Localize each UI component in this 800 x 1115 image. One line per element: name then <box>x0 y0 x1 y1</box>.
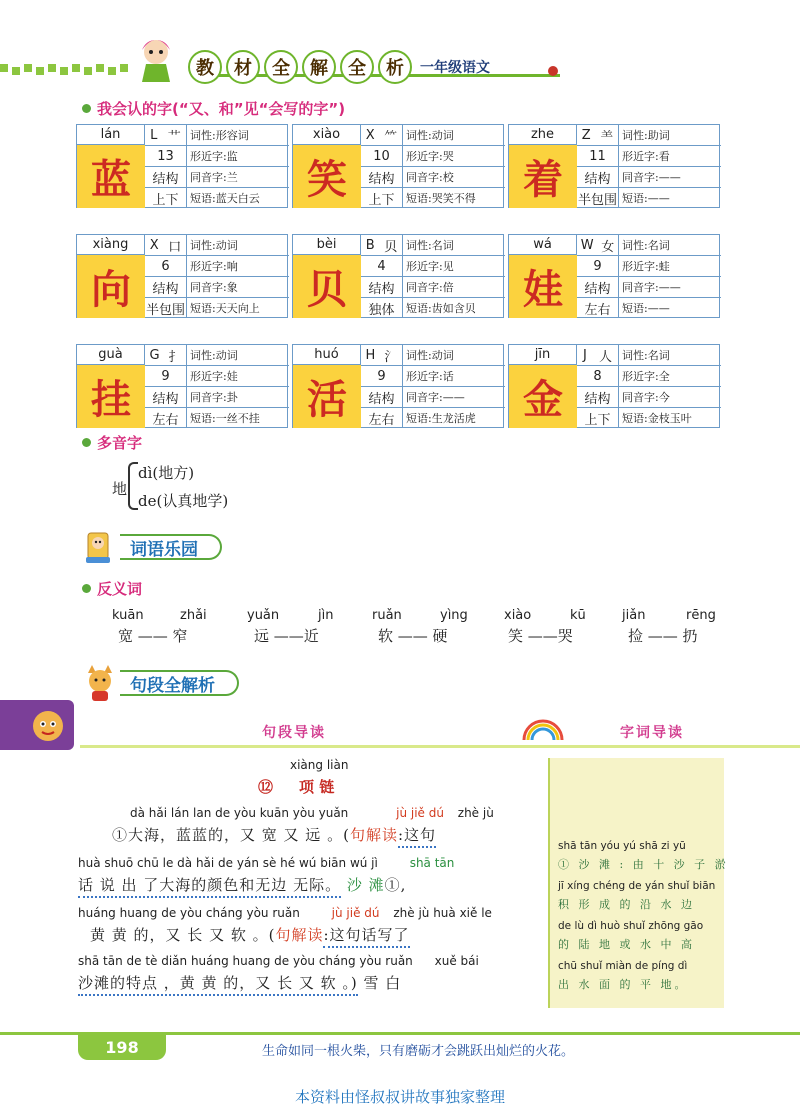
credit-line: 本资料由怪叔叔讲故事独家整理 <box>294 1088 505 1106</box>
card-letter: W <box>580 237 594 253</box>
card-structure-label: 结构 <box>361 277 403 297</box>
note-pinyin: shā tān yóu yú shā zi yū <box>558 840 686 852</box>
card-structure: 半包围 <box>577 188 619 208</box>
header-dot-icon <box>548 66 558 76</box>
card-pos: 词性:动词 <box>406 349 454 362</box>
card-radical: 氵 <box>384 349 398 365</box>
note-text: 的 陆 地 或 水 中 高 <box>558 938 695 951</box>
card-structure-label: 结构 <box>361 387 403 407</box>
section-poly-title <box>82 432 142 453</box>
card-pos: 词性:助词 <box>622 129 670 142</box>
note-text: ① 沙 滩 : 由 十 沙 子 淤 <box>558 858 729 871</box>
passage-pinyin-4 <box>78 954 479 968</box>
reading-header-rule <box>80 745 800 748</box>
text-segment: 黄 黄 的，又 长 又 软 。( <box>90 926 276 944</box>
card-letter: X <box>365 127 375 143</box>
card-letter: J <box>583 347 587 363</box>
antonym-pair: 软 —— 硬 <box>378 627 448 645</box>
card-character: 娃 <box>509 255 577 318</box>
antonym-pair: 远 ——近 <box>254 627 319 645</box>
card-structure-label: 结构 <box>145 277 187 297</box>
card-pos: 词性:形容词 <box>190 129 249 142</box>
antonym-pinyin-1: yuǎn <box>247 608 280 623</box>
antonym-pinyin-2: zhǎi <box>180 608 207 623</box>
pinyin-segment: huáng huang de yòu cháng yòu ruǎn <box>78 906 300 920</box>
passage-line-4 <box>78 972 401 993</box>
passage-line-3 <box>90 924 410 945</box>
card-pos: 词性:动词 <box>406 129 454 142</box>
reading-header-left: 句段导读 <box>262 725 326 741</box>
header-char: 材 <box>226 50 260 84</box>
antonym-pinyin-2: jìn <box>318 608 334 623</box>
card-strokes: 6 <box>145 256 187 276</box>
card-structure-label: 结构 <box>577 167 619 187</box>
card-strokes: 13 <box>145 146 187 166</box>
header-char: 教 <box>188 50 222 84</box>
section-anto-title <box>82 578 142 599</box>
card-structure: 左右 <box>577 298 619 318</box>
card-homophone: 同音字:卦 <box>190 391 238 404</box>
card-radical: 艹 <box>167 129 181 145</box>
note-text: 积 形 成 的 沿 水 边 <box>558 898 695 911</box>
card-homophone: 同音字:今 <box>622 391 670 404</box>
card-character: 活 <box>293 365 361 428</box>
card-similar: 形近字:看 <box>622 150 670 163</box>
cat-mascot-icon <box>80 663 120 703</box>
header-char: 析 <box>378 50 412 84</box>
polyphone-reading-2: de(认真地学) <box>138 492 229 510</box>
antonym-pinyin-1: kuān <box>112 608 144 623</box>
side-tab <box>0 700 74 750</box>
lesson-number: ⑫ <box>258 778 274 796</box>
card-structure: 左右 <box>361 408 403 428</box>
text-segment: :这句 <box>398 826 436 848</box>
card-phrase: 短语:齿如含贝 <box>406 302 476 315</box>
card-letter: L <box>150 127 158 143</box>
card-letter: G <box>149 347 160 363</box>
card-structure-label: 结构 <box>361 167 403 187</box>
card-structure: 上下 <box>361 188 403 208</box>
card-similar: 形近字:娃 <box>190 370 238 383</box>
passage-line-1 <box>112 824 436 845</box>
bullet-icon <box>82 104 91 113</box>
polyphone-reading-1: dì(地方) <box>138 464 195 482</box>
note-pinyin: chū shuǐ miàn de píng dì <box>558 960 688 972</box>
card-homophone: 同音字:兰 <box>190 171 238 184</box>
card-similar: 形近字:全 <box>622 370 670 383</box>
card-radical: 口 <box>168 239 182 255</box>
card-structure-label: 结构 <box>577 387 619 407</box>
card-pinyin: lán <box>77 125 145 145</box>
header-title <box>188 50 412 84</box>
card-strokes: 9 <box>361 366 403 386</box>
card-homophone: 同音字:校 <box>406 171 454 184</box>
grade-label: 一年级语文 <box>420 60 490 76</box>
card-structure: 独体 <box>361 298 403 318</box>
card-pos: 词性:名词 <box>406 239 454 252</box>
character-card <box>76 344 288 428</box>
card-radical: 扌 <box>168 349 182 365</box>
card-homophone: 同音字:—— <box>622 281 681 294</box>
card-similar: 形近字:蛙 <box>622 260 670 273</box>
card-homophone: 同音字:—— <box>406 391 465 404</box>
pinyin-segment: huà shuō chū le dà hǎi de yán sè hé wú biān wú jì <box>78 856 378 870</box>
antonym-pinyin-2: rēng <box>686 608 716 623</box>
card-similar: 形近字:见 <box>406 260 454 273</box>
card-character: 笑 <box>293 145 361 208</box>
page-number: 198 <box>78 1034 166 1060</box>
text-segment: 话 说 出 了大海的颜色和无边 无际。 <box>78 876 341 898</box>
character-card <box>292 124 504 208</box>
card-radical: ⺷ <box>600 129 614 145</box>
pinyin-segment: xuě bái <box>434 954 479 968</box>
card-phrase: 短语:哭笑不得 <box>406 192 476 205</box>
passage-line-2 <box>78 874 406 895</box>
card-pos: 词性:动词 <box>190 239 238 252</box>
text-segment: 沙 滩 <box>346 876 385 894</box>
card-character: 挂 <box>77 365 145 428</box>
note-pinyin: de lù dì huò shuǐ zhōng gāo <box>558 920 704 932</box>
character-card <box>508 124 720 208</box>
text-segment: ①, <box>384 876 407 894</box>
pinyin-segment: shā tān de tè diǎn huáng huang de yòu cháng yòu ruǎn <box>78 954 413 968</box>
card-strokes: 11 <box>577 146 619 166</box>
character-card <box>76 234 288 318</box>
text-segment: 雪 白 <box>363 974 402 992</box>
antonym-pinyin-1: jiǎn <box>622 608 646 623</box>
card-character: 着 <box>509 145 577 208</box>
card-character: 蓝 <box>77 145 145 208</box>
girl-mascot-icon <box>130 32 182 84</box>
card-radical: ⺮ <box>384 129 398 145</box>
scroll-mascot-icon <box>80 527 120 567</box>
card-strokes: 4 <box>361 256 403 276</box>
card-strokes: 10 <box>361 146 403 166</box>
card-pinyin: xiào <box>293 125 361 145</box>
section-known-label: 我会认的字(“又、和”见“会写的字”) <box>97 100 346 118</box>
card-character: 向 <box>77 255 145 318</box>
pinyin-segment: zhè jù huà xiě le <box>393 906 492 920</box>
card-letter: Z <box>581 127 591 143</box>
antonym-pair: 笑 ——哭 <box>508 627 573 645</box>
section-known-title <box>82 98 345 119</box>
card-strokes: 9 <box>145 366 187 386</box>
card-homophone: 同音字:—— <box>622 171 681 184</box>
note-pinyin: jī xíng chéng de yán shuǐ biān <box>558 880 716 892</box>
antonym-pinyin-1: ruǎn <box>372 608 402 623</box>
antonym-pinyin-2: yìng <box>440 608 468 623</box>
card-phrase: 短语:—— <box>622 302 670 315</box>
pinyin-segment: shā tān <box>409 856 455 870</box>
card-similar: 形近字:哭 <box>406 150 454 163</box>
lesson-name: 项 链 <box>299 778 335 796</box>
card-phrase: 短语:天天向上 <box>190 302 260 315</box>
card-structure: 半包围 <box>145 298 187 318</box>
card-strokes: 9 <box>577 256 619 276</box>
card-phrase: 短语:生龙活虎 <box>406 412 476 425</box>
card-radical: 人 <box>598 349 612 365</box>
character-card <box>292 234 504 318</box>
rainbow-icon <box>520 714 566 744</box>
reading-header-right: 字词导读 <box>620 725 684 741</box>
card-phrase: 短语:—— <box>622 192 670 205</box>
card-structure-label: 结构 <box>577 277 619 297</box>
card-pinyin: guà <box>77 345 145 365</box>
pinyin-segment: jù jiě dú <box>396 806 444 820</box>
card-phrase: 短语:一丝不挂 <box>190 412 260 425</box>
card-similar: 形近字:响 <box>190 260 238 273</box>
text-segment: 句解读 <box>349 826 398 844</box>
character-card <box>76 124 288 208</box>
card-structure: 左右 <box>145 408 187 428</box>
card-pinyin: jīn <box>509 345 577 365</box>
pinyin-segment: jù jiě dú <box>331 906 380 920</box>
card-pinyin: huó <box>293 345 361 365</box>
card-character: 贝 <box>293 255 361 318</box>
footer-motto: 生命如同一根火柴，只有磨砺才会跳跃出灿烂的火花。 <box>262 1044 575 1059</box>
text-segment: 沙滩的特点 ，黄 黄 的，又 长 又 软 。) <box>78 974 358 996</box>
card-letter: X <box>149 237 159 253</box>
card-homophone: 同音字:象 <box>190 281 238 294</box>
antonym-pinyin-2: kū <box>570 608 586 623</box>
card-pinyin: bèi <box>293 235 361 255</box>
card-letter: H <box>365 347 376 363</box>
pinyin-segment: zhè jù <box>457 806 494 820</box>
card-structure-label: 结构 <box>145 167 187 187</box>
card-strokes: 8 <box>577 366 619 386</box>
card-structure: 上下 <box>577 408 619 428</box>
polyphone-char: 地 <box>112 480 128 498</box>
text-segment: 句解读 <box>275 926 324 944</box>
banner-words-label: 词语乐园 <box>120 534 222 560</box>
bullet-icon <box>82 438 91 447</box>
card-radical: 贝 <box>384 239 398 255</box>
bullet-icon <box>82 584 91 593</box>
note-text: 出 水 面 的 平 地。 <box>558 978 689 991</box>
card-character: 金 <box>509 365 577 428</box>
banner-sentence-label: 句段全解析 <box>120 670 239 696</box>
card-pos: 词性:动词 <box>190 349 238 362</box>
passage-pinyin-3 <box>78 906 492 920</box>
lesson-pinyin: xiàng liàn <box>290 758 349 772</box>
header-char: 解 <box>302 50 336 84</box>
section-poly-label: 多音字 <box>97 434 143 452</box>
passage-pinyin-1 <box>130 806 494 820</box>
card-structure: 上下 <box>145 188 187 208</box>
card-pinyin: xiàng <box>77 235 145 255</box>
card-phrase: 短语:蓝天白云 <box>190 192 260 205</box>
vocab-note <box>548 758 729 1008</box>
card-similar: 形近字:监 <box>190 150 238 163</box>
header-char: 全 <box>264 50 298 84</box>
pinyin-segment: dà hǎi lán lan de yòu kuān yòu yuǎn <box>130 806 349 820</box>
card-pos: 词性:名词 <box>622 239 670 252</box>
card-phrase: 短语:金枝玉叶 <box>622 412 692 425</box>
brace-icon <box>128 462 138 510</box>
character-face-icon <box>28 706 68 746</box>
character-card <box>508 344 720 428</box>
card-structure-label: 结构 <box>145 387 187 407</box>
antonym-pinyin-1: xiào <box>504 608 532 623</box>
card-similar: 形近字:话 <box>406 370 454 383</box>
card-radical: 女 <box>601 239 615 255</box>
antonym-pair: 宽 —— 窄 <box>118 627 188 645</box>
card-letter: B <box>365 237 375 253</box>
card-pinyin: wá <box>509 235 577 255</box>
banner-sentence <box>80 668 239 698</box>
card-homophone: 同音字:倍 <box>406 281 454 294</box>
antonym-pair: 捡 —— 扔 <box>628 627 698 645</box>
section-anto-label: 反义词 <box>97 580 143 598</box>
text-segment: ①大海，蓝蓝的，又 宽 又 远 。( <box>112 826 350 844</box>
card-pinyin: zhe <box>509 125 577 145</box>
lesson-title <box>258 776 334 797</box>
banner-words <box>80 532 222 562</box>
card-pos: 词性:名词 <box>622 349 670 362</box>
header-char: 全 <box>340 50 374 84</box>
character-card <box>508 234 720 318</box>
text-segment: :这句话写了 <box>323 926 409 948</box>
character-card <box>292 344 504 428</box>
passage-pinyin-2 <box>78 856 454 870</box>
